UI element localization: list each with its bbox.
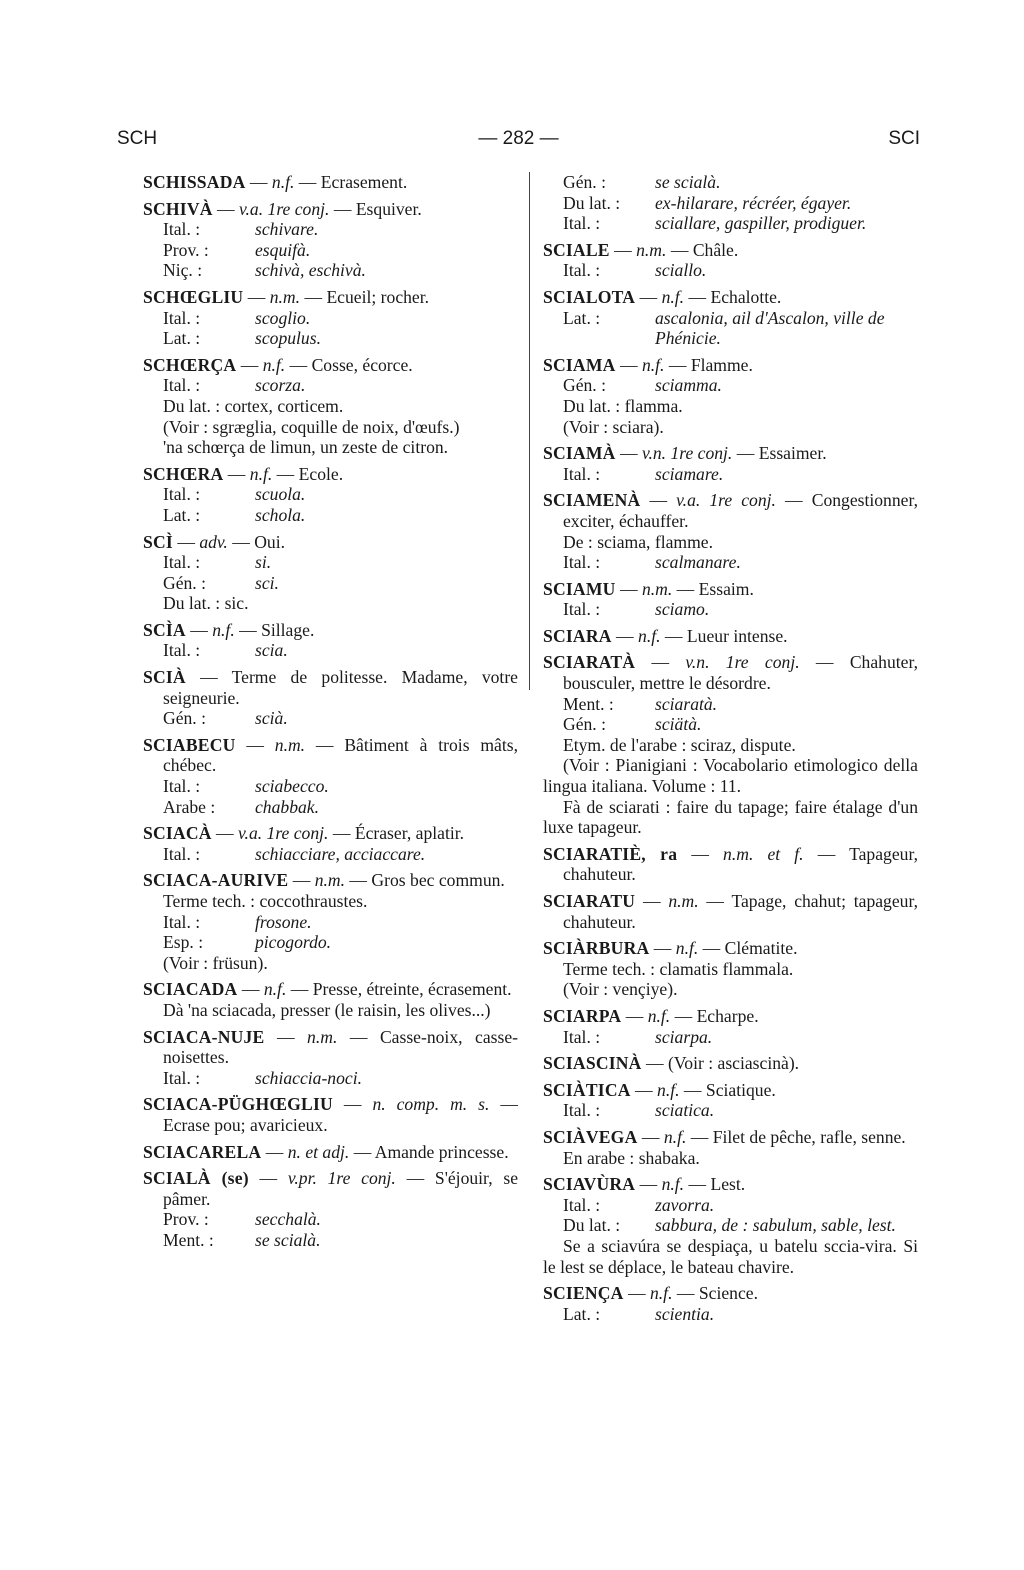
headword: SCIÀTICA	[543, 1079, 631, 1100]
entry-head: SCIASCINÀ — (Voir : asciascinà).	[543, 1053, 800, 1074]
entry-note: (Voir : Pianigiani : Vocabolario etimologico della lingua italiana. Volume : 11.	[543, 755, 918, 797]
etymology-value: sciallare, gaspiller, prodiguer.	[655, 213, 867, 234]
dictionary-entry	[543, 1127, 918, 1168]
dictionary-entry	[143, 355, 518, 458]
entry-head: SCHŒRÇA — n.f. — Cosse, écorce.	[143, 354, 413, 375]
grammar-tag: v.a. 1re conj.	[676, 490, 776, 511]
etymology-value: sci.	[255, 572, 279, 593]
headword: SCIÀRBURA	[543, 938, 650, 959]
headword: SCIACADA	[143, 979, 238, 1000]
dictionary-entry	[543, 1053, 918, 1074]
definition: Filet de pêche, rafle, senne.	[712, 1126, 906, 1147]
headword: SCIALE	[543, 239, 610, 260]
dictionary-entry	[543, 172, 918, 234]
etymology-label: Ital. :	[163, 776, 201, 797]
dictionary-entry	[143, 1027, 518, 1089]
entry-note: (Voir : sciara).	[563, 416, 664, 437]
headword: SCIENÇA	[543, 1283, 624, 1304]
headword: SCIABECU	[143, 734, 236, 755]
grammar-tag: n.f.	[262, 354, 286, 375]
entry-note: Se a sciavúra se despiaça, u batelu sccia-vira. Si le lest se déplace, le bateau chavire.	[543, 1235, 918, 1277]
entry-head: SCIÀTICA — n.f. — Sciatique.	[543, 1079, 776, 1100]
definition: Amande princesse.	[374, 1141, 509, 1162]
etymology-label: Ital. :	[563, 1026, 601, 1047]
etymology-label: Ital. :	[563, 213, 601, 234]
headword: SCIALÀ (se)	[143, 1168, 249, 1189]
headword: SCHIVÀ	[143, 198, 213, 219]
entry-head: SCIACA-AURIVE — n.m. — Gros bec commun.	[143, 870, 505, 891]
definition: Sciatique.	[705, 1079, 776, 1100]
etymology-value: scuola.	[255, 484, 306, 505]
etymology-label: Ment. :	[563, 693, 614, 714]
headword: SCÌ	[143, 531, 173, 552]
grammar-tag: n.m.	[314, 870, 346, 891]
etymology-row	[143, 797, 518, 818]
etymology-label: Lat. :	[563, 1303, 601, 1324]
entry-head: SCIAMENÀ — v.a. 1re conj. — Congestionner, exciter, échauffer.	[543, 490, 919, 531]
etymology-value: schola.	[255, 504, 306, 525]
etymology-label: Lat. :	[163, 504, 201, 525]
right-column	[543, 172, 918, 1330]
headword: SCIAMA	[543, 354, 616, 375]
etymology-label: Ital. :	[563, 1100, 601, 1121]
etymology-label: Du lat. :	[563, 192, 621, 213]
etymology-label: Lat. :	[563, 307, 601, 328]
headword: SCIÀVEGA	[543, 1126, 638, 1147]
entry-head: SCIAMA — n.f. — Flamme.	[543, 354, 753, 375]
grammar-tag: n.f.	[263, 979, 287, 1000]
dictionary-entry	[543, 652, 918, 837]
dictionary-entry	[143, 287, 518, 349]
etymology-value: picogordo.	[255, 932, 332, 953]
grammar-tag: adv.	[199, 531, 228, 552]
entry-head: SCIALÀ (se) — v.pr. 1re conj. — S'éjouir, se pâmer.	[143, 1168, 519, 1209]
definition: Ecole.	[298, 463, 344, 484]
grammar-tag: n.f.	[249, 463, 273, 484]
entry-head: SCÌ — adv. — Oui.	[143, 531, 286, 552]
grammar-tag: n.f.	[638, 625, 661, 646]
dictionary-entry	[143, 464, 518, 526]
definition: Chahuter, bousculer, mettre le désordre.	[563, 652, 918, 694]
grammar-tag: n.f.	[663, 1126, 687, 1147]
dictionary-entry	[143, 667, 518, 729]
definition: Cosse, écorce.	[311, 354, 413, 375]
grammar-tag: n.m.	[636, 239, 667, 260]
etymology-row	[543, 464, 918, 485]
etymology-value: si.	[255, 552, 272, 573]
definition: Echalotte.	[710, 286, 782, 307]
grammar-tag: n.m.	[307, 1026, 338, 1047]
etymology-value: sciallo.	[655, 260, 707, 281]
etymology-row	[143, 484, 518, 505]
etymology-label: Lat. :	[163, 328, 201, 349]
headword: SCIALOTA	[543, 286, 636, 307]
grammar-tag: n. comp. m. s.	[372, 1094, 490, 1115]
etymology-value: sciamare.	[655, 463, 724, 484]
headword: SCHŒRÇA	[143, 354, 237, 375]
grammar-tag: n.f.	[647, 1005, 671, 1026]
etymology-value: ex-hilarare, récréer, égayer.	[655, 192, 852, 213]
grammar-tag: n.m.	[269, 286, 301, 307]
etymology-row	[543, 694, 918, 715]
dictionary-entry	[543, 1006, 918, 1047]
grammar-tag: v.pr. 1re conj.	[287, 1168, 396, 1189]
definition: Bâtiment à trois mâts, chébec.	[163, 734, 518, 776]
dictionary-entry	[543, 938, 918, 1000]
entry-head: SCIARATIÈ, ra — n.m. et f. — Tapageur, chahuteur.	[543, 843, 918, 885]
etymology-row	[143, 932, 518, 953]
headword: SCÌA	[143, 619, 186, 640]
etymology-row	[143, 505, 518, 526]
headword: SCIAMÀ	[543, 443, 616, 464]
entry-note: (Voir : vençiye).	[563, 979, 678, 1000]
definition: Écraser, aplatir.	[354, 823, 465, 844]
definition: Clématite.	[724, 938, 798, 959]
grammar-tag: n.f.	[661, 286, 685, 307]
etymology-row	[143, 640, 518, 661]
header-right-guideword: SCI	[888, 128, 920, 149]
etymology-label: Ital. :	[163, 1067, 201, 1088]
entry-head: SCIÀ — Terme de politesse. Madame, votre seigneurie.	[143, 667, 518, 708]
dictionary-entry	[143, 979, 518, 1020]
entry-note: Du lat. : flamma.	[563, 395, 683, 416]
dictionary-entry	[543, 626, 918, 647]
headword: SCIARA	[543, 625, 612, 646]
headword: SCIARPA	[543, 1005, 622, 1026]
dictionary-entry	[543, 844, 918, 885]
grammar-tag: n.f.	[657, 1079, 680, 1100]
definition: Lueur intense.	[686, 625, 788, 646]
headword: SCIARATIÈ, ra	[543, 843, 678, 864]
entry-head: SCIACARELA — n. et adj. — Amande princesse.	[143, 1141, 509, 1162]
entry-head: SCIARA — n.f. — Lueur intense.	[543, 625, 788, 646]
definition: Flamme.	[690, 354, 753, 375]
dictionary-entry	[543, 287, 918, 349]
etymology-row	[143, 260, 518, 281]
definition: Esquiver.	[355, 198, 422, 219]
dictionary-entry	[543, 579, 918, 620]
etymology-row	[543, 260, 918, 281]
etymology-row	[143, 375, 518, 396]
grammar-tag: n. et adj.	[287, 1141, 350, 1162]
definition: Châle.	[692, 239, 739, 260]
etymology-value: frosone.	[255, 911, 312, 932]
etymology-value: sciamma.	[655, 375, 722, 396]
etymology-value: scia.	[255, 640, 288, 661]
definition: Congestionner, exciter, échauffer.	[563, 490, 919, 531]
definition: Presse, étreinte, écrasement.	[312, 979, 512, 1000]
entry-head: SCIALE — n.m. — Châle.	[543, 239, 739, 260]
etymology-label: Ital. :	[563, 463, 601, 484]
etymology-row	[543, 308, 918, 349]
grammar-tag: n.f.	[212, 619, 235, 640]
definition: Science.	[698, 1283, 758, 1304]
entry-note: Etym. de l'arabe : sciraz, dispute.	[563, 734, 796, 755]
grammar-tag: v.a. 1re conj.	[239, 198, 330, 219]
etymology-row	[143, 776, 518, 797]
grammar-tag: v.n. 1re conj.	[685, 652, 800, 673]
entry-head: SCIÀVEGA — n.f. — Filet de pêche, rafle, senne.	[543, 1126, 906, 1147]
etymology-label: Ital. :	[563, 552, 601, 573]
etymology-value: schiacciare, acciaccare.	[255, 843, 426, 864]
definition: Gros bec commun.	[371, 870, 505, 891]
headword: SCIAMENÀ	[543, 490, 641, 511]
etymology-value: scalmanare.	[655, 552, 741, 573]
entry-head: SCIALOTA — n.f. — Echalotte.	[543, 286, 782, 307]
entry-head: SCHŒGLIU — n.m. — Ecueil; rocher.	[143, 286, 430, 307]
etymology-label: Ital. :	[563, 1194, 601, 1215]
entry-head: SCIÀRBURA — n.f. — Clématite.	[543, 938, 798, 959]
header-left-guideword: SCH	[117, 128, 158, 149]
etymology-row	[543, 599, 918, 620]
dictionary-entry	[143, 1168, 518, 1250]
grammar-tag: n.f.	[271, 172, 295, 192]
entry-head: SCIARPA — n.f. — Echarpe.	[543, 1005, 759, 1026]
etymology-value: schiaccia-noci.	[255, 1067, 362, 1088]
etymology-value: zavorra.	[655, 1194, 715, 1215]
etymology-row	[143, 240, 518, 261]
page-number: — 282 —	[478, 128, 559, 149]
grammar-tag: n.m.	[641, 578, 673, 599]
etymology-label: Ital. :	[163, 640, 201, 661]
entry-note: Terme tech. : clamatis flammala.	[563, 958, 794, 979]
left-column	[143, 172, 518, 1257]
definition: Essaimer.	[758, 443, 827, 464]
entry-head: SCIACADA — n.f. — Presse, étreinte, écrasement.	[143, 979, 512, 1000]
etymology-value: se scialà.	[255, 1229, 321, 1250]
headword: SCIARATU	[543, 891, 636, 911]
etymology-label: Gén. :	[163, 572, 206, 593]
etymology-label: Gén. :	[563, 375, 606, 396]
entry-head: SCIABECU — n.m. — Bâtiment à trois mâts, chébec.	[143, 734, 518, 776]
dictionary-entry	[143, 172, 518, 193]
dictionary-entry	[543, 490, 918, 572]
entry-note: De : sciama, flamme.	[563, 531, 713, 552]
etymology-row	[143, 1068, 518, 1089]
entry-head: SCIAMU — n.m. — Essaim.	[543, 578, 754, 599]
etymology-row	[143, 1230, 518, 1251]
dictionary-entry	[143, 620, 518, 661]
entry-head: SCIARATÀ — v.n. 1re conj. — Chahuter, bousculer, mettre le désordre.	[543, 652, 918, 694]
etymology-value: scorza.	[255, 375, 306, 396]
etymology-row	[543, 714, 918, 735]
headword: SCIACA-NUJE	[143, 1026, 265, 1047]
etymology-value: scià.	[255, 708, 288, 729]
headword: SCIAMU	[543, 578, 616, 599]
headword: SCIACA-PÜGHŒGLIU	[143, 1094, 333, 1115]
headword: SCIASCINÀ	[543, 1053, 642, 1074]
etymology-value: se scialà.	[655, 172, 721, 192]
etymology-value: sciarpa.	[655, 1026, 713, 1047]
entry-head: SCIENÇA — n.f. — Science.	[543, 1283, 758, 1304]
etymology-label: Ital. :	[563, 260, 601, 281]
etymology-row	[543, 552, 918, 573]
etymology-value: secchalà.	[255, 1209, 321, 1230]
entry-head: SCHISSADA — n.f. — Ecrasement.	[143, 172, 408, 192]
etymology-label: Arabe :	[163, 796, 216, 817]
entry-head: SCIACÀ — v.a. 1re conj. — Écraser, aplatir.	[143, 823, 465, 844]
etymology-label: Du lat. :	[563, 1215, 621, 1236]
etymology-value: sciabecco.	[255, 776, 329, 797]
grammar-tag: n.f.	[641, 354, 665, 375]
etymology-row	[543, 193, 918, 214]
definition: Casse-noix, casse-noisettes.	[163, 1026, 518, 1068]
grammar-tag: v.a. 1re conj.	[238, 823, 329, 844]
etymology-row	[143, 912, 518, 933]
etymology-row	[543, 375, 918, 396]
grammar-tag: n.m.	[274, 734, 306, 755]
etymology-label: Ital. :	[163, 484, 201, 505]
grammar-tag: n.m.	[668, 891, 699, 911]
entry-note: 'na schœrça de limun, un zeste de citron.	[163, 437, 449, 458]
etymology-row	[543, 1195, 918, 1216]
definition: Lest.	[710, 1174, 746, 1195]
dictionary-entry	[143, 870, 518, 973]
headword: SCIAVÙRA	[543, 1174, 636, 1195]
entry-note: Terme tech. : coccothraustes.	[163, 891, 368, 911]
definition: Tapageur, chahuteur.	[563, 843, 918, 885]
etymology-value: scientia.	[655, 1303, 715, 1324]
entry-head: SCIARATU — n.m. — Tapage, chahut; tapageur, chahuteur.	[543, 891, 919, 932]
etymology-label: Prov. :	[163, 239, 209, 260]
etymology-row	[143, 1209, 518, 1230]
etymology-row	[543, 1100, 918, 1121]
entry-head: SCHŒRA — n.f. — Ecole.	[143, 463, 344, 484]
entry-head: SCIACA-PÜGHŒGLIU — n. comp. m. s. — Ecrase pou; avaricieux.	[143, 1094, 519, 1135]
etymology-label: Niç. :	[163, 260, 203, 281]
headword: SCHŒRA	[143, 463, 224, 484]
entry-note: (Voir : früsun).	[163, 952, 268, 973]
definition: Terme de politesse. Madame, votre seigneurie.	[163, 667, 518, 708]
dictionary-entry	[543, 1174, 918, 1277]
definition: Echarpe.	[696, 1005, 759, 1026]
dictionary-entry	[543, 1283, 918, 1324]
entry-head: SCÌA — n.f. — Sillage.	[143, 619, 315, 640]
etymology-label: Ital. :	[163, 843, 201, 864]
headword: SCIÀ	[143, 667, 186, 688]
headword: SCIACA-AURIVE	[143, 870, 289, 891]
dictionary-entry	[543, 355, 918, 437]
entry-head: SCIAVÙRA — n.f. — Lest.	[543, 1174, 746, 1195]
etymology-row	[143, 219, 518, 240]
dictionary-entry	[143, 823, 518, 864]
grammar-tag: n.f.	[661, 1174, 685, 1195]
etymology-value: chabbak.	[255, 796, 320, 817]
entry-head: SCIAMÀ — v.n. 1re conj. — Essaimer.	[543, 443, 827, 464]
grammar-tag: n.f.	[649, 1283, 673, 1304]
etymology-row	[143, 552, 518, 573]
definition: Ecrasement.	[320, 172, 408, 192]
etymology-value: sciamo.	[655, 599, 710, 620]
etymology-label: Ital. :	[163, 375, 201, 396]
etymology-row	[543, 1215, 918, 1236]
dictionary-entry	[143, 199, 518, 281]
etymology-value: sciätà.	[655, 714, 702, 735]
etymology-value: sabbura, de : sabulum, sable, lest.	[655, 1215, 896, 1236]
headword: SCIARATÀ	[543, 652, 636, 673]
etymology-value: ascalonia, ail d'Ascalon, ville de Phénicie.	[655, 307, 885, 349]
etymology-label: Ital. :	[163, 552, 201, 573]
etymology-label: Gén. :	[563, 714, 606, 735]
definition: S'éjouir, se pâmer.	[163, 1168, 519, 1209]
grammar-tag: n.f.	[675, 938, 699, 959]
entry-head: SCIACA-NUJE — n.m. — Casse-noix, casse-noisettes.	[143, 1026, 518, 1068]
page-header	[117, 128, 920, 158]
etymology-row	[143, 708, 518, 729]
dictionary-entry	[543, 443, 918, 484]
etymology-value: sciaratà.	[655, 693, 718, 714]
entry-note: Fà de sciarati : faire du tapage; faire étalage d'un luxe tapageur.	[543, 796, 918, 838]
definition: Sillage.	[261, 619, 315, 640]
dictionary-entry	[543, 1080, 918, 1121]
etymology-value: sciatica.	[655, 1100, 715, 1121]
etymology-row	[143, 844, 518, 865]
entry-note: (Voir : sgræglia, coquille de noix, d'œufs.)	[163, 416, 460, 437]
etymology-value: scoglio.	[255, 307, 311, 328]
etymology-label: Ital. :	[163, 911, 201, 932]
definition: Essaim.	[698, 578, 754, 599]
entry-head: SCHIVÀ — v.a. 1re conj. — Esquiver.	[143, 198, 422, 219]
etymology-value: scopulus.	[255, 328, 321, 349]
dictionary-entry	[543, 240, 918, 281]
column-divider	[529, 172, 530, 690]
dictionary-entry	[543, 891, 918, 932]
entry-note: En arabe : shabaka.	[563, 1147, 700, 1168]
dictionary-entry	[143, 1142, 518, 1163]
entry-note: Du lat. : cortex, corticem.	[163, 395, 344, 416]
headword: SCHISSADA	[143, 172, 246, 192]
etymology-label: Gén. :	[563, 172, 606, 192]
etymology-label: Gén. :	[163, 708, 206, 729]
entry-note: Dà 'na sciacada, presser (le raisin, les olives...)	[163, 999, 491, 1020]
etymology-label: Ital. :	[163, 219, 201, 240]
definition: Tapage, chahut; tapageur, chahuteur.	[563, 891, 919, 932]
definition: (Voir : asciascinà).	[667, 1053, 800, 1074]
etymology-label: Esp. :	[163, 932, 204, 953]
headword: SCIACÀ	[143, 823, 212, 844]
dictionary-entry	[143, 1094, 518, 1135]
grammar-tag: v.n. 1re conj.	[641, 443, 733, 464]
etymology-value: schivare.	[255, 219, 319, 240]
dictionary-entry	[143, 532, 518, 614]
etymology-row	[143, 328, 518, 349]
etymology-row	[143, 308, 518, 329]
etymology-value: esquifà.	[255, 239, 311, 260]
etymology-label: Ital. :	[563, 599, 601, 620]
etymology-row	[543, 213, 918, 234]
dictionary-entry	[143, 735, 518, 817]
entry-note: Du lat. : sic.	[163, 593, 249, 614]
headword: SCHŒGLIU	[143, 286, 244, 307]
etymology-row	[543, 1304, 918, 1325]
etymology-row	[543, 172, 918, 193]
grammar-tag: n.m. et f.	[723, 843, 804, 864]
etymology-label: Ment. :	[163, 1229, 214, 1250]
definition: Oui.	[254, 531, 286, 552]
definition: Ecrase pou; avaricieux.	[163, 1114, 328, 1135]
etymology-row	[543, 1027, 918, 1048]
etymology-label: Prov. :	[163, 1209, 209, 1230]
headword: SCIACARELA	[143, 1141, 262, 1162]
etymology-row	[143, 573, 518, 594]
etymology-label: Ital. :	[163, 307, 201, 328]
etymology-value: schivà, eschivà.	[255, 260, 366, 281]
definition: Ecueil; rocher.	[326, 286, 430, 307]
